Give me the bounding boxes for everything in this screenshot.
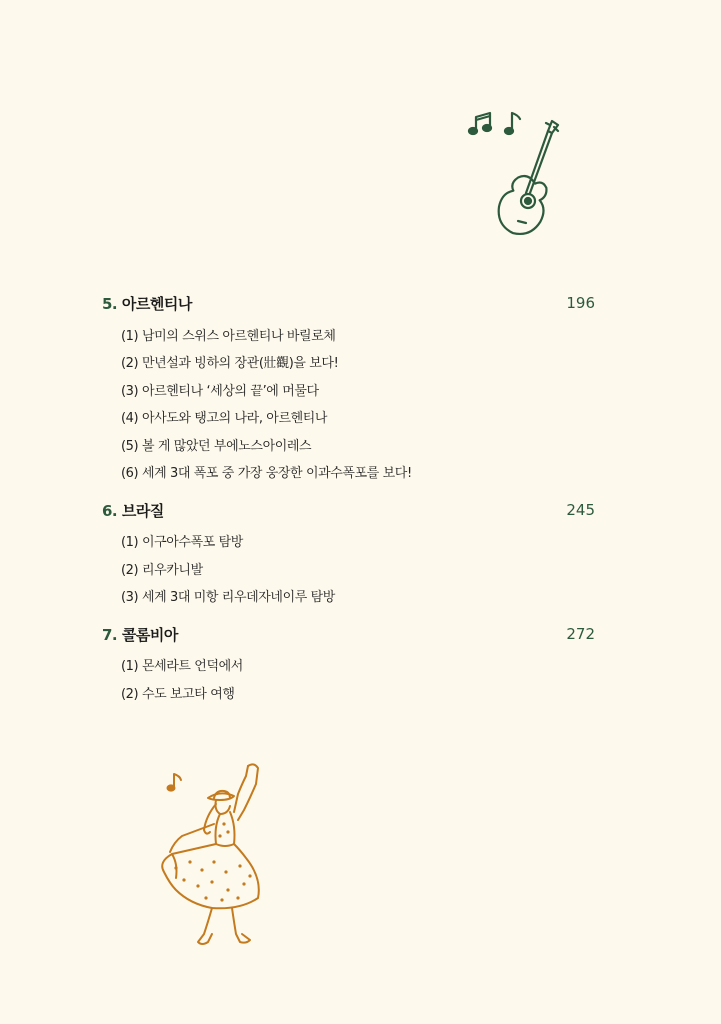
toc-item[interactable]: (2) 리우카니발 (121, 563, 203, 578)
chapter-heading[interactable] (102, 499, 595, 521)
toc-item[interactable]: (5) 볼 게 많았던 부에노스아이레스 (121, 439, 312, 454)
chapter-title: 6. 브라질 (102, 501, 164, 520)
chapter-title: 5. 아르헨티나 (102, 294, 192, 313)
toc-item[interactable]: (1) 남미의 스위스 아르헨티나 바릴로체 (121, 329, 336, 344)
toc-item[interactable]: (3) 아르헨티나 ‘세상의 끝’에 머물다 (121, 384, 319, 399)
toc-item[interactable]: (3) 세계 3대 미항 리우데자네이루 탐방 (121, 590, 335, 605)
chapter-page-number: 196 (566, 294, 595, 312)
toc-item[interactable]: (2) 만년설과 빙하의 장관(壯觀)을 보다! (121, 356, 339, 371)
toc-item[interactable]: (4) 아사도와 탱고의 나라, 아르헨티나 (121, 411, 328, 426)
dancing-woman-illustration (150, 758, 275, 953)
chapter-heading[interactable] (102, 292, 595, 314)
chapter-page-number: 245 (566, 501, 595, 519)
chapter-page-number: 272 (566, 625, 595, 643)
toc-item[interactable]: (1) 이구아수폭포 탐방 (121, 535, 243, 550)
chapter-title: 7. 콜롬비아 (102, 625, 178, 644)
toc-item[interactable]: (2) 수도 보고타 여행 (121, 687, 235, 702)
toc-item[interactable]: (6) 세계 3대 폭포 중 가장 웅장한 이과수폭포를 보다! (121, 466, 412, 481)
guitar-with-music-notes-icon (466, 103, 566, 243)
toc-item[interactable]: (1) 몬세라트 언덕에서 (121, 659, 243, 674)
chapter-heading[interactable] (102, 623, 595, 645)
